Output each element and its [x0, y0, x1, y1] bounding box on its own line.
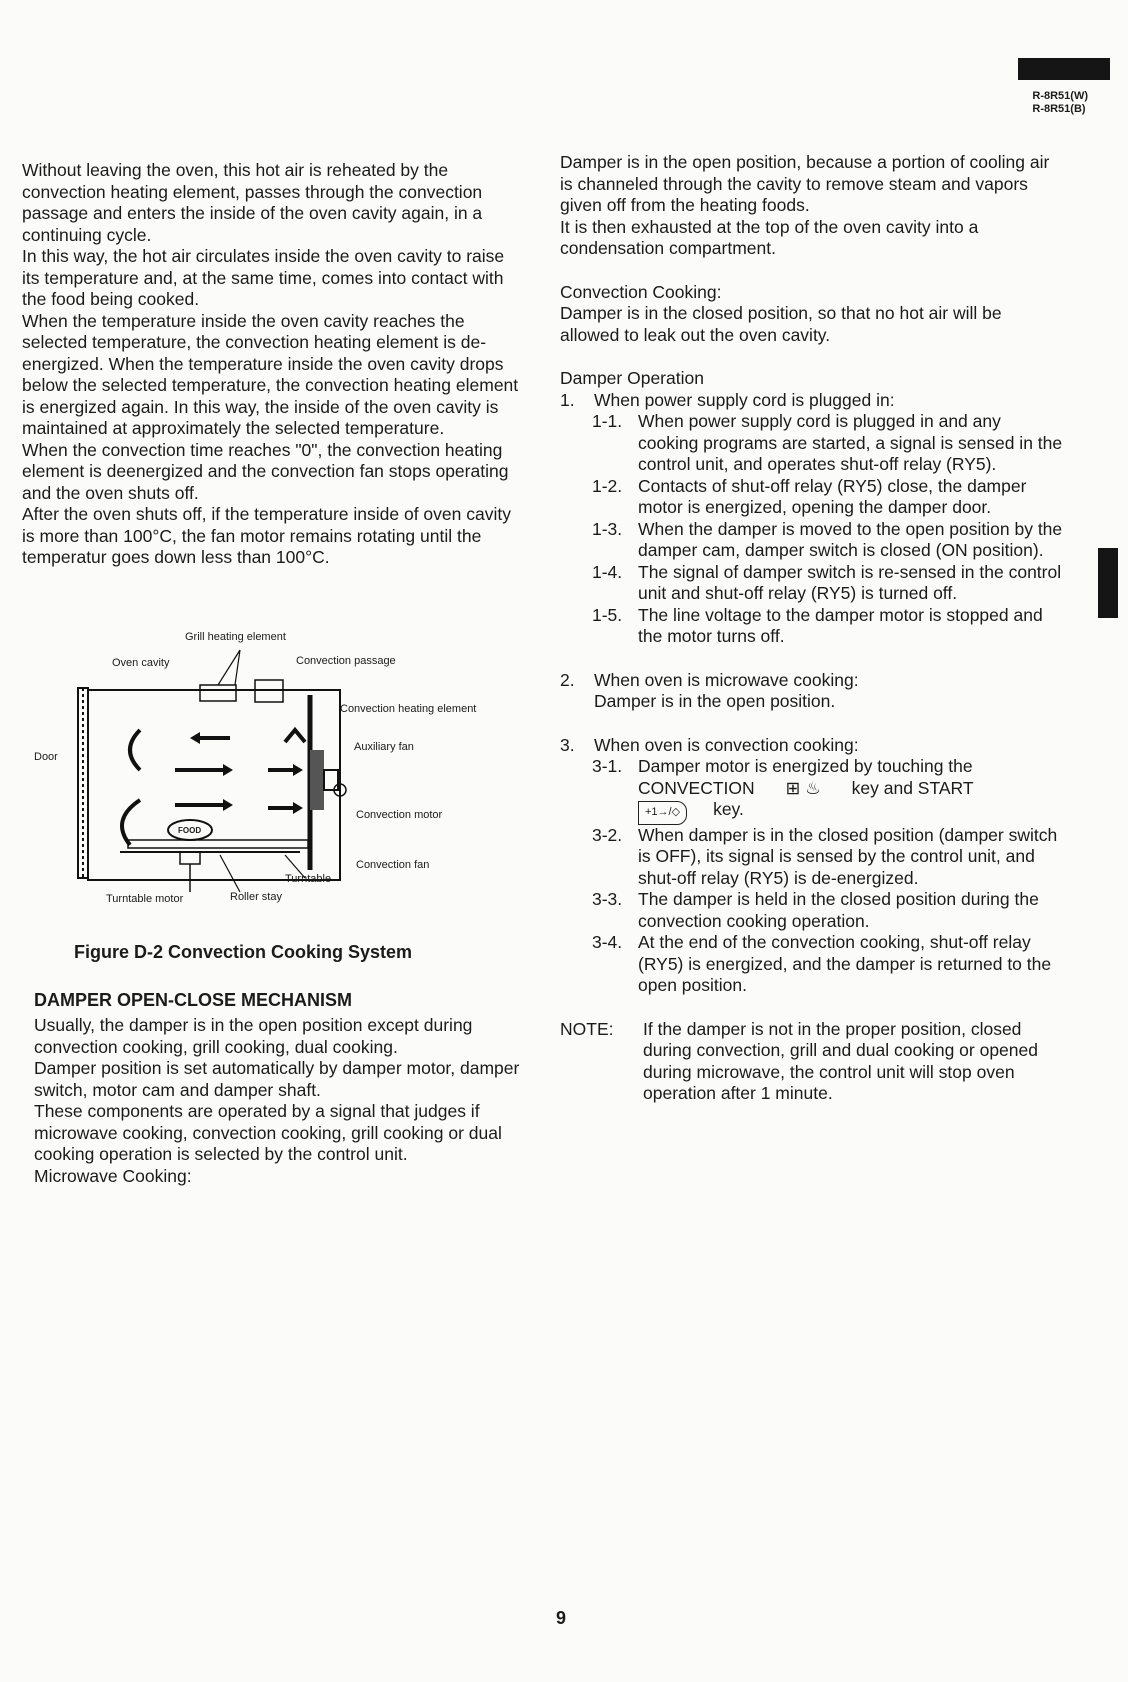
figure-caption: Figure D-2 Convection Cooking System	[74, 942, 413, 962]
list-item: 1-4. The signal of damper switch is re-sensed in the control unit and shut-off relay (RY5) is turned off.	[592, 561, 1062, 603]
damper-section-text	[34, 1015, 526, 1187]
list-item: 1-1. When power supply cord is plugged in and any cooking programs are started, a signal is sensed in the control unit, and operates shut-off relay (RY5).	[592, 411, 1063, 474]
label-auxiliary-fan: Auxiliary fan	[354, 741, 414, 753]
section-tab-mark	[1098, 548, 1118, 618]
label-grill-heating-element: Grill heating element	[185, 631, 286, 643]
page-number: 9	[556, 1608, 567, 1628]
label-convection-passage: Convection passage	[296, 655, 396, 667]
left-column-text	[22, 160, 520, 569]
section-heading: DAMPER OPEN-CLOSE MECHANISM	[34, 990, 353, 1010]
note: NOTE: If the damper is not in the proper position, closed during convection, grill and dual cooking or opened during microwave, the control unit will stop oven operation after 1 minute.	[560, 1018, 1038, 1103]
paragraph: When the convection time reaches "0", the convection heating element is deenergized and the convection fan stops operating and the oven shuts off.	[22, 439, 509, 503]
label-roller-stay: Roller stay	[230, 891, 282, 903]
label-door: Door	[34, 751, 58, 763]
paragraph: Usually, the damper is in the open position except during convection cooking, grill cooking, dual cooking.	[34, 1015, 473, 1057]
paragraph: After the oven shuts off, if the temperature inside of oven cavity is more than 100°C, the fan motor remains rotating until the temperatur goes down less than 100°C.	[22, 504, 511, 567]
list-item: 3-3. The damper is held in the closed position during the convection cooking operation.	[592, 889, 1039, 931]
label-convection-fan: Convection fan	[356, 859, 430, 871]
list-item: 3-1. Damper motor is energized by touching the CONVECTION ⊞ ♨ key and START +1→/◇ key.	[592, 756, 1065, 825]
right-column-text	[560, 152, 1065, 1105]
label-convection-motor: Convection motor	[356, 809, 443, 821]
list-item: 3. When oven is convection cooking:	[560, 734, 859, 755]
list-item: 1-3. When the damper is moved to the open position by the damper cam, damper switch is closed (ON position).	[592, 518, 1063, 560]
start-key-icon: +1→/◇	[638, 801, 687, 825]
convection-key-label: CONVECTION	[638, 777, 755, 798]
subheading: Convection Cooking:	[560, 281, 722, 302]
convection-key-icon: ⊞ ♨	[785, 777, 821, 798]
paragraph: Microwave Cooking:	[34, 1165, 192, 1186]
paragraph: It is then exhausted at the top of the oven cavity into a condensation compartment.	[560, 216, 979, 258]
paragraph: Damper position is set automatically by damper motor, damper switch, motor cam and damper shaft.	[34, 1058, 520, 1100]
food-label: FOOD	[178, 826, 202, 835]
label-convection-heating-element: Convection heating element	[340, 703, 477, 715]
label-turntable: Turntable	[285, 873, 332, 885]
list-item: 3-2. When damper is in the closed position (damper switch is OFF), its signal is sensed by the control unit, and shut-off relay (RY5) is de-energized.	[592, 824, 1058, 888]
label-turntable-motor: Turntable motor	[106, 893, 184, 905]
header-black-bar	[1018, 58, 1110, 80]
list-item: 1-5. The line voltage to the damper motor is stopped and the motor turns off.	[592, 604, 1043, 646]
label-oven-cavity: Oven cavity	[112, 657, 170, 669]
paragraph: These components are operated by a signal that judges if microwave cooking, convection cooking, grill cooking or dual cooking operation is selected by the control unit.	[34, 1101, 502, 1164]
list-item: 1. When power supply cord is plugged in:	[560, 389, 895, 410]
paragraph: Without leaving the oven, this hot air is reheated by the convection heating element, passes through the convection passage and enters the inside of the oven cavity again, in a continuing cycle.	[22, 160, 483, 245]
model-number: R-8R51(W) R-8R51(B)	[1032, 90, 1088, 115]
paragraph: Damper is in the open position, because a portion of cooling air is channeled through the cavity to remove steam and vapors given off from the heating foods.	[560, 152, 1050, 215]
convection-system-diagram	[34, 630, 520, 910]
subheading: Damper Operation	[560, 368, 704, 388]
list-item: 1-2. Contacts of shut-off relay (RY5) close, the damper motor is energized, opening the damper door.	[592, 475, 1027, 517]
paragraph: When the temperature inside the oven cavity reaches the selected temperature, the convection heating element is de-energized. When the temperature inside the oven cavity drops below the selected temperature, the convection heating element is energized again. In this way, the inside of the oven cavity is maintained at approximately the selected temperature.	[22, 310, 519, 438]
paragraph: In this way, the hot air circulates inside the oven cavity to raise its temperature and, at the same time, comes into contact with the food being cooked.	[22, 246, 505, 309]
paragraph: Damper is in the closed position, so that no hot air will be allowed to leak out the oven cavity.	[560, 303, 1002, 345]
list-item: 2. When oven is microwave cooking: Damper is in the open position.	[560, 669, 859, 711]
list-item: 3-4. At the end of the convection cooking, shut-off relay (RY5) is energized, and the damper is returned to the open position.	[592, 932, 1052, 995]
